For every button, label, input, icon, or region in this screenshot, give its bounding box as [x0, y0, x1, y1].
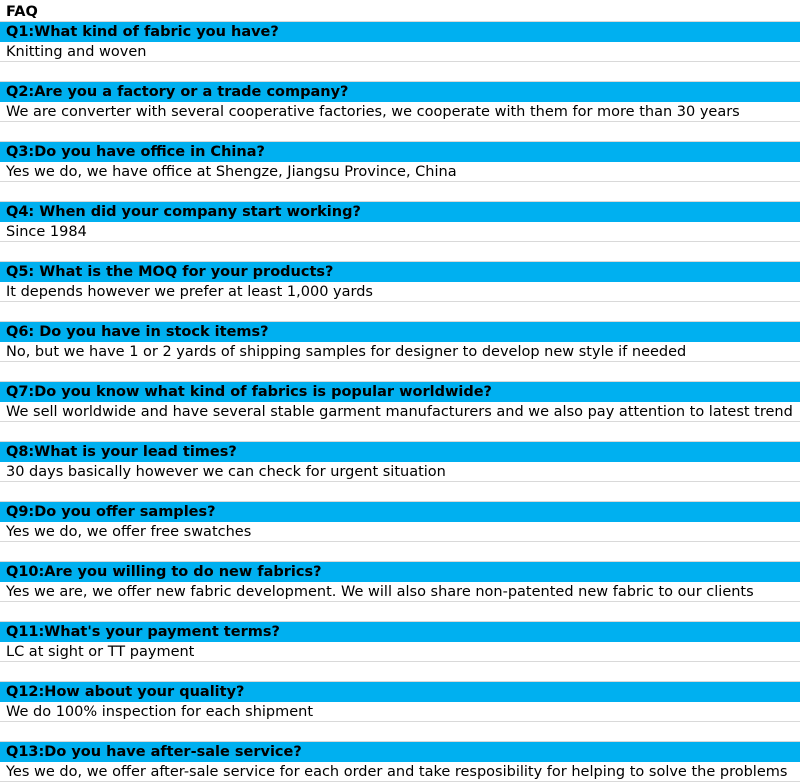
faq-answer-12: We do 100% inspection for each shipment [0, 702, 800, 722]
blank-row [0, 182, 800, 202]
blank-row [0, 722, 800, 742]
blank-row [0, 242, 800, 262]
faq-answer-8: 30 days basically however we can check for urgent situation [0, 462, 800, 482]
faq-answer-6: No, but we have 1 or 2 yards of shipping samples for designer to develop new style if needed [0, 342, 800, 362]
faq-question-4: Q4: When did your company start working? [0, 202, 800, 222]
faq-question-11: Q11:What's your payment terms? [0, 622, 800, 642]
faq-answer-5: It depends however we prefer at least 1,000 yards [0, 282, 800, 302]
blank-row [0, 662, 800, 682]
blank-row [0, 422, 800, 442]
faq-question-8: Q8:What is your lead times? [0, 442, 800, 462]
faq-question-13: Q13:Do you have after-sale service? [0, 742, 800, 762]
faq-answer-4: Since 1984 [0, 222, 800, 242]
faq-question-7: Q7:Do you know what kind of fabrics is popular worldwide? [0, 382, 800, 402]
faq-question-5: Q5: What is the MOQ for your products? [0, 262, 800, 282]
faq-answer-9: Yes we do, we offer free swatches [0, 522, 800, 542]
faq-answer-11: LC at sight or TT payment [0, 642, 800, 662]
faq-answer-13: Yes we do, we offer after-sale service for each order and take resposibility for helping to solve the problems [0, 762, 800, 782]
faq-answer-2: We are converter with several cooperative factories, we cooperate with them for more than 30 years [0, 102, 800, 122]
faq-question-6: Q6: Do you have in stock items? [0, 322, 800, 342]
blank-row [0, 362, 800, 382]
blank-row [0, 302, 800, 322]
blank-row [0, 122, 800, 142]
faq-answer-1: Knitting and woven [0, 42, 800, 62]
faq-question-2: Q2:Are you a factory or a trade company? [0, 82, 800, 102]
faq-question-12: Q12:How about your quality? [0, 682, 800, 702]
faq-question-1: Q1:What kind of fabric you have? [0, 22, 800, 42]
faq-question-10: Q10:Are you willing to do new fabrics? [0, 562, 800, 582]
faq-answer-10: Yes we are, we offer new fabric development. We will also share non-patented new fabric to our clients [0, 582, 800, 602]
blank-row [0, 542, 800, 562]
faq-answer-7: We sell worldwide and have several stable garment manufacturers and we also pay attention to latest trend [0, 402, 800, 422]
faq-answer-3: Yes we do, we have office at Shengze, Jiangsu Province, China [0, 162, 800, 182]
blank-row [0, 62, 800, 82]
faq-title: FAQ [0, 2, 800, 22]
blank-row [0, 602, 800, 622]
faq-question-3: Q3:Do you have office in China? [0, 142, 800, 162]
faq-question-9: Q9:Do you offer samples? [0, 502, 800, 522]
blank-row [0, 482, 800, 502]
